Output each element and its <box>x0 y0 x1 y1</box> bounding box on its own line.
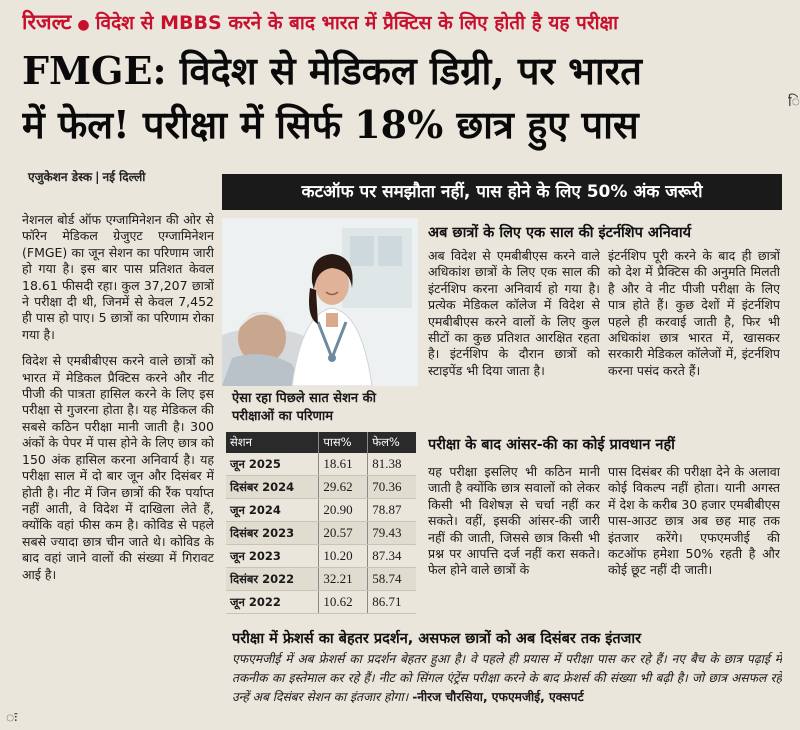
table-cell: 58.74 <box>368 568 416 591</box>
table-row <box>226 476 416 499</box>
paragraph: नेशनल बोर्ड ऑफ एग्जामिनेशन की ओर से फॉरेन मेडिकल ग्रेजुएट एग्जामिनेशन (FMGE) का जून सेशन का परिणाम जारी हो गया है। इस बार पास प्रतिशत केवल 18.61 फीसदी रहा। कुल 37,207 छात्रों ने परीक्षा दी थी, जिनमें से केवल 7,452 ही पास हो पाए। 5 छात्रों का परिणाम रोका गया है। <box>22 212 214 342</box>
table-cell: जून 2023 <box>226 545 319 568</box>
table-row <box>226 453 416 476</box>
table-cell: दिसंबर 2022 <box>226 568 319 591</box>
table-cell: 70.36 <box>368 476 416 499</box>
table-cell: 20.90 <box>319 499 368 522</box>
internship-text-right: इंटर्नशिप पूरी करने के बाद ही छात्रों को देश में प्रैक्टिस की अनुमति मिलती है और वे नीट पीजी परीक्षा के लिए पात्र होते हैं। कुछ देशों में इंटर्नशिप पहले ही करवाई जाती है, फिर भी अधिकांश छात्र भारत में, खासकर सरकारी मेडिकल कॉलेजों में, इंटर्नशिप करना पसंद करते हैं। <box>608 248 780 378</box>
byline-desk: एजुकेशन डेस्क <box>28 170 93 184</box>
answerkey-heading: परीक्षा के बाद आंसर-की का कोई प्रावधान नहीं <box>428 437 675 453</box>
byline-separator: | <box>95 170 100 184</box>
internship-text-left: अब विदेश से एमबीबीएस करने वाले अधिकांश छात्रों के लिए एक साल की इंटर्नशिप करना अनिवार्य हो गया है। प्रत्येक मेडिकल कॉलेज में विदेश से एमबीबीएस करने वालों के लिए कुल सीटों का कुछ प्रतिशत आरक्षित रहता है। इंटर्नशिप के दौरान छात्रों को स्टाइपेंड भी दिया जाता है। <box>428 248 600 378</box>
table-cell: जून 2022 <box>226 591 319 614</box>
headline-line-1: FMGE: विदेश से मेडिकल डिग्री, पर भारत <box>22 48 642 93</box>
table-row <box>226 591 416 614</box>
freshers-quote <box>232 650 782 722</box>
table-cell: जून 2024 <box>226 499 319 522</box>
answerkey-text-right: पास दिसंबर की परीक्षा देने के अलावा कोई विकल्प नहीं होता। यानी अगस्त में देश के करीब 30 हजार एमबीबीएस पास-आउट छात्र अब छह माह तक इंतजार करेंगे। एफएमजीई की कटऑफ हमेशा 50% रहती है और कोई छूट नहीं दी जाती। <box>608 464 780 578</box>
table-cell: 79.43 <box>368 522 416 545</box>
freshers-quote-text: एफएमजीई में अब फ्रेशर्स का प्रदर्शन बेहतर हुआ है। वे पहले ही प्रयास में परीक्षा पास कर रहे हैं। नए बैच के छात्र पढ़ाई में तकनीक का इस्तेमाल कर रहे हैं। नीट को सिंगल एंट्रेंस परीक्षा करने के बाद फ्रेशर्स की संख्या भी बढ़ी है। जो छात्र असफल रहे उन्हें अब दिसंबर सेशन का इंतजार होगा। <box>232 652 782 704</box>
body-column-1 <box>22 212 214 717</box>
paragraph: विदेश से एमबीबीएस करने वाले छात्रों को भारत में मेडिकल प्रैक्टिस करने और नीट पीजी की पात्रता हासिल करने के लिए इस परीक्षा से गुजरना होता है। यह मेडिकल की सबसे कठिन परीक्षा मानी जाती है। 300 अंकों के पेपर में पास होने के लिए छात्र को 150 अंक हासिल करना अनिवार्य है। यह परीक्षा साल में दो बार जून और दिसंबर में होती है। नीट में जिन छात्रों की रैंक पर्याप्त नहीं आती, वे विदेश में दाखिला लेते हैं, क्योंकि वहां फीस कम है। कोविड से पहले सबसे ज्यादा छात्र चीन जाते थे। कोविड के बाद वहां जाने वालों की संख्या में गिरावट आई है। <box>22 353 214 582</box>
freshers-quote-author: -नीरज चौरसिया, एफएमजीई, एक्सपर्ट <box>412 690 584 704</box>
table-header-pass: पास% <box>319 432 368 453</box>
table-row <box>226 568 416 591</box>
answerkey-text-left: यह परीक्षा इसलिए भी कठिन मानी जाती है क्योंकि छात्र सवालों को लेकर किसी भी विशेषज्ञ से चर्चा नहीं कर सकते। वहीं, इसकी आंसर-की जारी नहीं की जाती, जिससे छात्र किसी भी प्रश्न पर आपत्ति दर्ज नहीं करा सकते। फेल होने वाले छात्रों के <box>428 464 600 578</box>
table-row <box>226 522 416 545</box>
subheadline-banner: कटऑफ पर समझौता नहीं, पास होने के लिए 50% अंक जरूरी <box>222 174 782 210</box>
headline <box>22 44 782 152</box>
headline-line-2: में फेल! परीक्षा में सिर्फ 18% छात्र हुए पास <box>22 102 639 147</box>
table-row <box>226 545 416 568</box>
table-cell: 20.57 <box>319 522 368 545</box>
table-cell: 78.87 <box>368 499 416 522</box>
byline-place: नई दिल्ली <box>102 170 146 184</box>
table-cell: 29.62 <box>319 476 368 499</box>
table-cell: 86.71 <box>368 591 416 614</box>
table-header-session: सेशन <box>226 432 319 453</box>
byline <box>28 168 145 185</box>
table-cell: 81.38 <box>368 453 416 476</box>
results-table-title: ऐसा रहा पिछले सात सेशन की परीक्षाओं का परिणाम <box>232 391 376 424</box>
doctor-illustration-icon <box>222 218 418 386</box>
kicker <box>22 8 782 42</box>
table-cell: 32.21 <box>319 568 368 591</box>
table-header-fail: फेल% <box>368 432 416 453</box>
internship-heading: अब छात्रों के लिए एक साल की इंटर्नशिप अनिवार्य <box>428 225 692 241</box>
table-cell: दिसंबर 2023 <box>226 522 319 545</box>
freshers-heading: परीक्षा में फ्रेशर्स का बेहतर प्रदर्शन, असफल छात्रों को अब दिसंबर तक इंतजार <box>232 631 642 647</box>
kicker-text: विदेश से MBBS करने के बाद भारत में प्रैक्टिस के लिए होती है यह परीक्षा <box>95 12 619 34</box>
table-cell: 87.34 <box>368 545 416 568</box>
results-table <box>226 432 416 614</box>
bullet-icon: ● <box>77 16 90 33</box>
table-header-row <box>226 432 416 453</box>
doctor-patient-photo <box>222 218 418 386</box>
adjacent-column-fragment: ि <box>788 94 800 110</box>
table-cell: 10.62 <box>319 591 368 614</box>
adjacent-column-fragment: ः <box>6 710 18 726</box>
table-cell: 10.20 <box>319 545 368 568</box>
table-cell: जून 2025 <box>226 453 319 476</box>
table-cell: दिसंबर 2024 <box>226 476 319 499</box>
results-table-box <box>222 388 418 620</box>
table-cell: 18.61 <box>319 453 368 476</box>
table-row <box>226 499 416 522</box>
kicker-tag: रिजल्ट <box>22 10 72 34</box>
